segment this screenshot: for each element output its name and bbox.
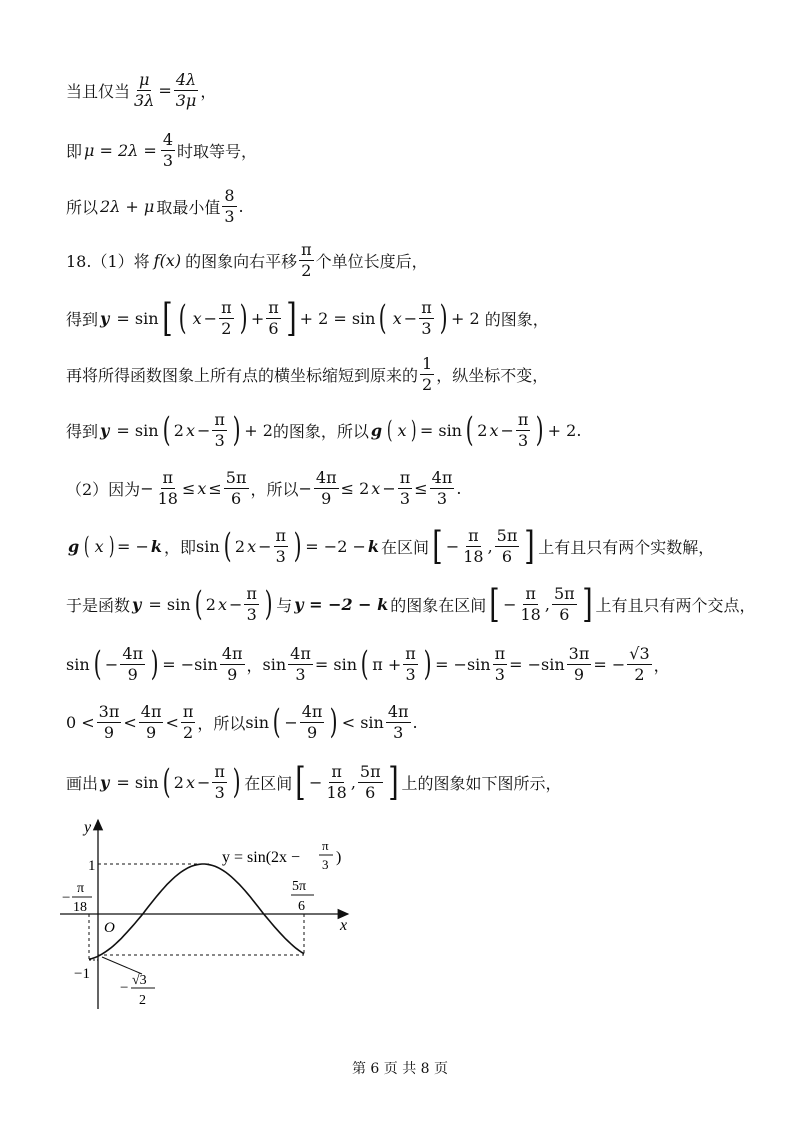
fraction: $\frac{4\lambda}{3\mu}$ bbox=[175, 69, 197, 110]
fraction: $\frac{\pi}{3}$ bbox=[421, 297, 432, 338]
line-9: g ( x ) = − k ，即 sin ( 2 x − $\frac{\pi}{3}$ ) = −2 − k 在区间 [ − $\frac{\pi}{18}$ , $\frac{5\pi}{6}$ ] 上有且只有两个实数解， bbox=[68, 524, 715, 568]
y-axis-label: y bbox=[84, 819, 92, 836]
sine-curve bbox=[89, 864, 307, 959]
fraction: $\frac{4\pi}{3}$ bbox=[431, 467, 453, 508]
fraction: $\frac{\pi}{2}$ bbox=[182, 701, 194, 742]
fraction: $\frac{\pi}{18}$ bbox=[326, 761, 347, 802]
curve-label-3: 3 bbox=[322, 857, 329, 872]
fraction: $\frac{\pi}{3}$ bbox=[517, 409, 529, 450]
fraction: $\frac{4\pi}{3}$ bbox=[290, 643, 311, 684]
fraction: $\frac{3\pi}{9}$ bbox=[568, 643, 590, 684]
y-tick-neg1: −1 bbox=[74, 966, 90, 982]
fraction: $\frac{4\pi}{9}$ bbox=[122, 643, 144, 684]
line-13: 画出 y = sin ( 2 x − $\frac{\pi}{3}$ ) 在区间 [ − $\frac{\pi}{18}$ , $\frac{5\pi}{6}$ ] 上的图象如下图所示， bbox=[66, 760, 562, 804]
label-pointer bbox=[102, 957, 142, 974]
fraction: $\frac{5\pi}{6}$ bbox=[496, 525, 518, 566]
fraction: $\frac{3\pi}{9}$ bbox=[98, 701, 120, 742]
fraction: $\frac{4\pi}{9}$ bbox=[221, 643, 243, 684]
fraction: $\frac{5\pi}{6}$ bbox=[225, 467, 247, 508]
fraction: $\frac{1}{2}$ bbox=[422, 353, 433, 394]
line-6: 再将所得函数图象上所有点的横坐标缩短到原来的 $\frac{1}{2}$ ，纵坐标不变， bbox=[66, 353, 549, 394]
fraction: $\frac{√3}{2}$ bbox=[629, 643, 650, 684]
question-18-line: 18.（1）将 f(x) 的图象向右平移 $\frac{\pi}{2}$ 个单位长度后， bbox=[66, 239, 428, 280]
fraction: $\frac{\pi}{3}$ bbox=[399, 467, 411, 508]
line-3: 所以 2λ + μ 取最小值 $\frac{8}{3}$ . bbox=[66, 185, 244, 226]
sine-graph bbox=[60, 814, 360, 1014]
right-tick-5pi: 5π bbox=[292, 879, 307, 894]
fraction: $\frac{8}{3}$ bbox=[224, 185, 235, 226]
fraction: $\frac{\pi}{3}$ bbox=[275, 525, 287, 566]
line-2: 即 μ = 2λ = $\frac{4}{3}$ 时取等号， bbox=[66, 129, 258, 170]
page-footer: 第 6 页 共 8 页 bbox=[351, 1061, 449, 1077]
left-tick-minus: − bbox=[62, 890, 71, 906]
fraction: $\frac{5\pi}{6}$ bbox=[359, 761, 381, 802]
sqrt-label-num: √3 bbox=[132, 973, 147, 988]
fraction: $\frac{\pi}{3}$ bbox=[405, 643, 416, 684]
line-5: 得到 y = sin [ ( x − $\frac{\pi}{2}$ ) + $\frac{\pi}{6}$ ] + 2 = sin ( x − $\frac{\pi}{3}$ ) + 2 的图象， bbox=[66, 296, 549, 340]
curve-label: y = sin(2x − bbox=[222, 849, 301, 866]
left-tick-18: 18 bbox=[73, 900, 87, 915]
y-tick-1: 1 bbox=[88, 858, 96, 874]
left-tick-pi: π bbox=[77, 881, 85, 896]
curve-label-close: ) bbox=[336, 849, 342, 866]
fraction: $\frac{\pi}{2}$ bbox=[221, 297, 232, 338]
curve-label-pi: π bbox=[322, 838, 329, 853]
fraction: $\frac{\pi}{6}$ bbox=[268, 297, 279, 338]
fraction: $\frac{\pi}{3}$ bbox=[214, 761, 225, 802]
fraction: $\frac{4\pi}{9}$ bbox=[301, 701, 323, 742]
line-12: 0 < $\frac{3\pi}{9}$ < $\frac{4\pi}{9}$ < $\frac{\pi}{2}$ ，所以 sin ( − $\frac{4\pi}{9}$ ) < sin $\frac{4\pi}{3}$ . bbox=[66, 701, 418, 742]
fraction: $\frac{\pi}{2}$ bbox=[301, 239, 312, 280]
fraction: $\frac{5\pi}{6}$ bbox=[553, 583, 575, 624]
fraction: $\frac{\pi}{18}$ bbox=[157, 467, 178, 508]
right-tick-6: 6 bbox=[298, 899, 305, 914]
fraction: $\frac{4}{3}$ bbox=[162, 129, 173, 170]
fraction: $\frac{4\pi}{9}$ bbox=[315, 467, 337, 508]
sqrt-label-minus: − bbox=[120, 980, 129, 996]
fraction: $\frac{4\pi}{9}$ bbox=[140, 701, 162, 742]
line-7: 得到 y = sin ( 2 x − $\frac{\pi}{3}$ ) + 2 的图象，所以 g ( x ) = sin ( 2 x − $\frac{\pi}{3}$ ) + 2 . bbox=[66, 409, 582, 450]
fraction: $\frac{\pi}{3}$ bbox=[246, 583, 257, 624]
x-axis-label: x bbox=[340, 917, 348, 934]
sqrt-label-den: 2 bbox=[139, 993, 146, 1008]
fraction: $\frac{\pi}{18}$ bbox=[520, 583, 541, 624]
line-11: sin ( − $\frac{4\pi}{9}$ ) = −sin $\frac{4\pi}{9}$ ， sin $\frac{4\pi}{3}$ = sin ( π + $\frac{\pi}{3}$ ) = −sin $\frac{\pi}{3}$ = −sin $\frac{3\pi}{9}$ = − $\frac{√3}{2}$ ， bbox=[66, 643, 670, 684]
fraction: $\frac{\mu}{3\lambda}$ bbox=[134, 69, 155, 110]
origin-label: O bbox=[104, 920, 115, 936]
fraction: $\frac{\pi}{3}$ bbox=[214, 409, 225, 450]
line-1: 当且仅当 $\frac{\mu}{3\lambda}$ = $\frac{4\lambda}{3\mu}$ ， bbox=[66, 69, 217, 110]
line-8: （2）因为 − $\frac{\pi}{18}$ ≤ x ≤ $\frac{5\pi}{6}$ ，所以 − $\frac{4\pi}{9}$ ≤ 2 x − $\frac{\pi}{3}$ ≤ $\frac{4\pi}{3}$ . bbox=[66, 467, 462, 508]
fraction: $\frac{\pi}{3}$ bbox=[494, 643, 506, 684]
fraction: $\frac{\pi}{18}$ bbox=[463, 525, 484, 566]
fraction: $\frac{4\pi}{3}$ bbox=[387, 701, 409, 742]
line-10: 于是函数 y = sin ( 2 x − $\frac{\pi}{3}$ ) 与 y = −2 − k 的图象在区间 [ − $\frac{\pi}{18}$ , $\frac{5\pi}{6}$ ] 上有且只有两个交点， bbox=[66, 582, 756, 626]
